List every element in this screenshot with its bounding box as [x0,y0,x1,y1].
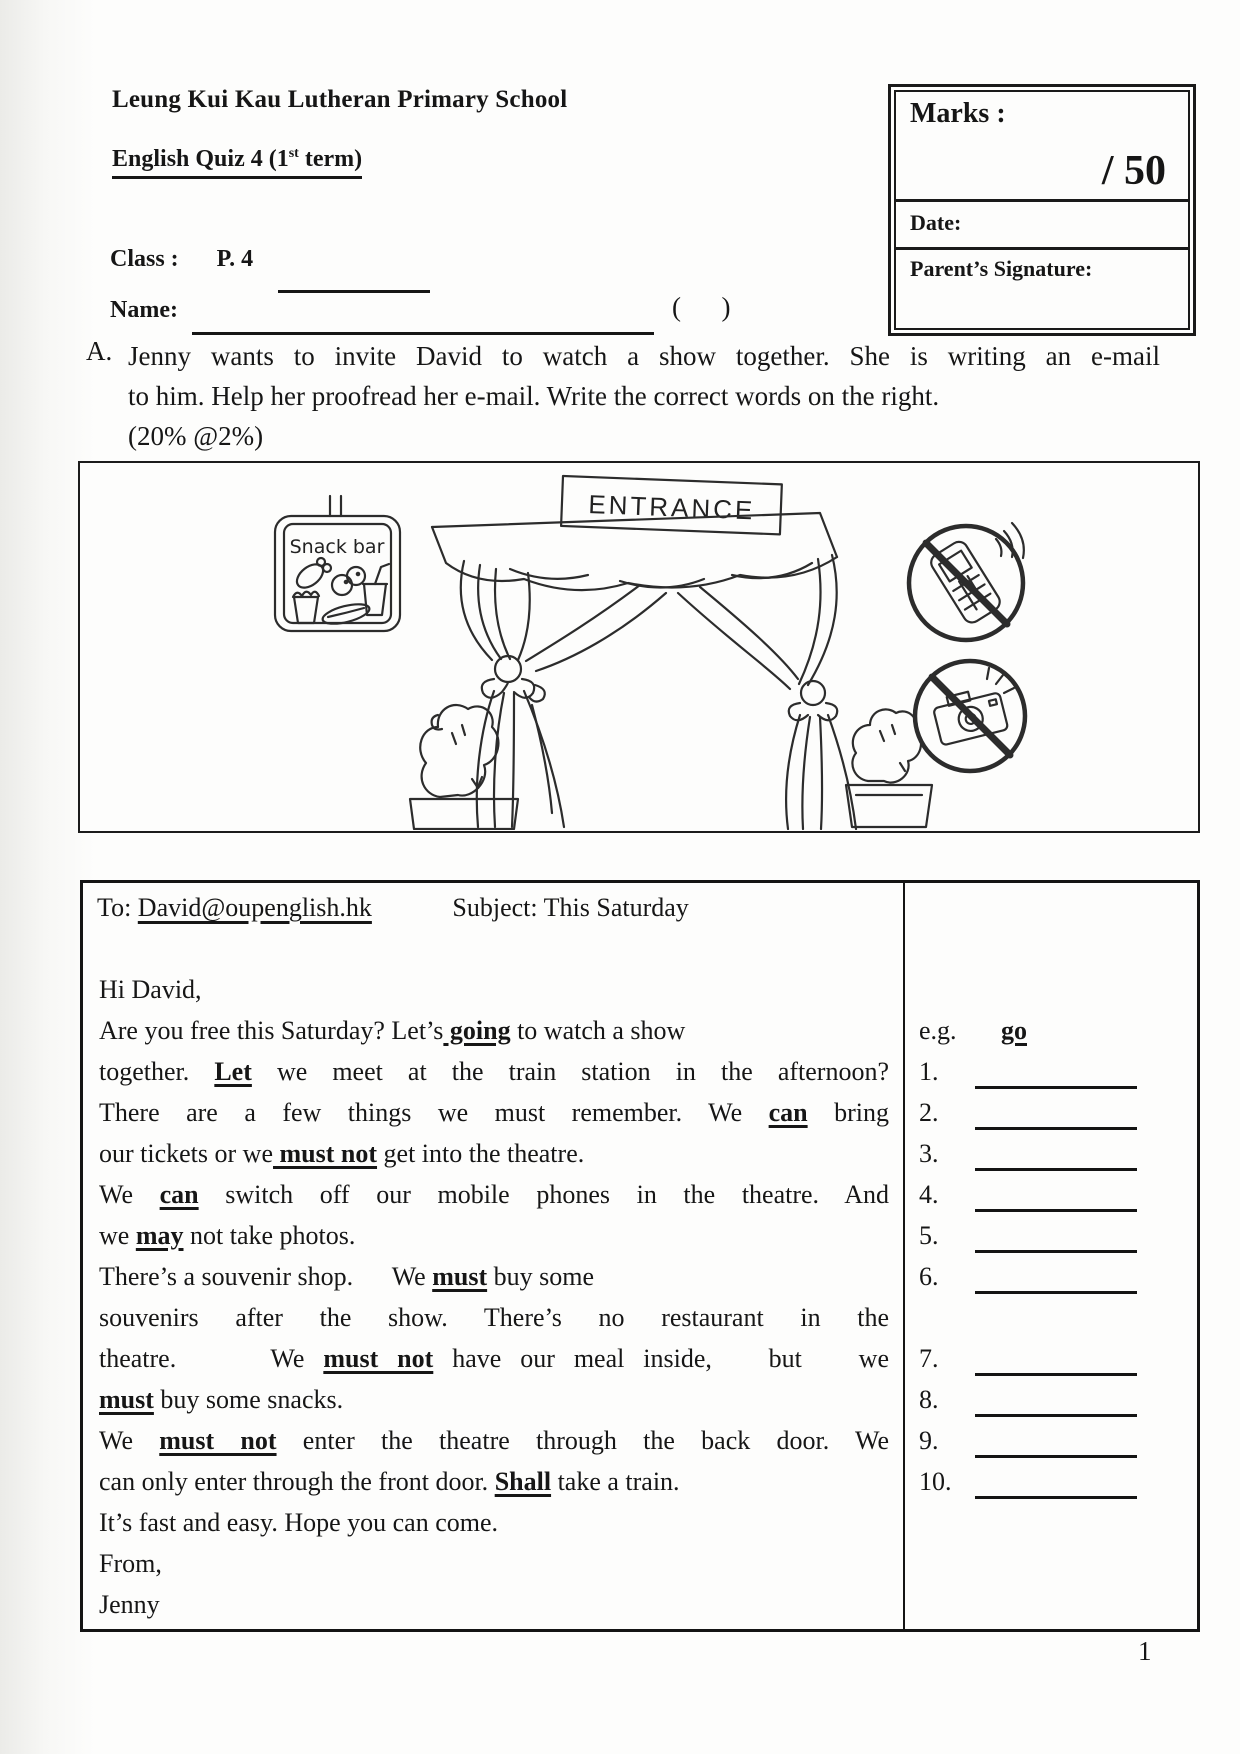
entrance-sign [561,476,782,534]
answer-blank [975,1261,1137,1294]
email-text: buy some [487,1262,594,1291]
email-text: Jenny [99,1590,160,1619]
email-line [99,1256,889,1297]
answer-number: 1. [919,1057,939,1086]
email-text: Are you free this Saturday? Let’s [99,1016,444,1045]
signature-row [896,250,1188,328]
section-a-label: A. [86,336,113,366]
name-blank-line [192,292,654,335]
email-line [99,1010,889,1051]
email-body-lines [99,969,889,1625]
email-text: enter the theatre through the back door. We [276,1426,890,1455]
email-line [99,1502,889,1543]
email-box [80,880,1200,1632]
email-line [99,1174,889,1215]
answer-number: 2. [919,1098,939,1127]
school-name: Leung Kui Kau Lutheran Primary School [112,86,568,113]
answer-blank [975,1384,1137,1417]
error-word: must not [273,1139,378,1168]
email-text: switch off our mobile phones in the theatre. And [198,1180,890,1209]
email-text: souvenirs after the show. There’s no restaurant in the [99,1303,889,1332]
email-line [99,1051,889,1092]
class-blank-line [278,250,430,293]
answer-row [919,1256,1187,1297]
answer-blank [975,1343,1137,1376]
email-text: take a train. [551,1467,680,1496]
parent-signature-label: Parent’s Signature: [910,256,1093,281]
email-line [99,1543,889,1584]
email-to-address: David@oupenglish.hk [137,893,372,922]
email-text: together. [99,1057,215,1086]
quiz-title [112,146,362,179]
date-row [896,202,1188,250]
entrance-label: ENTRANCE [587,489,756,526]
section-a-line1: Jenny wants to invite David to watch a show together. She is writing an e-mail [128,341,1160,371]
answer-row [919,1051,1187,1092]
email-text: buy some snacks. [153,1385,344,1414]
answer-blank [975,1466,1137,1499]
email-line [99,1420,889,1461]
snack-bar-sign [275,496,400,631]
email-text: There are a few things we must remember. We [99,1098,769,1127]
answer-row [919,969,1187,1010]
marks-total: / 50 [1101,148,1166,194]
error-word: may [135,1221,184,1250]
error-word: can [768,1098,808,1127]
email-line [99,1215,889,1256]
right-curtain [678,555,856,829]
email-text: to watch a show [510,1016,686,1045]
email-text: theatre. We [99,1344,324,1373]
email-line [99,1584,889,1625]
class-label: Class : [110,246,179,272]
email-line [99,1092,889,1133]
error-word: must [432,1262,488,1291]
left-bush [410,705,518,829]
email-text: get into the theatre. [377,1139,585,1168]
error-word: must not [159,1426,277,1455]
email-text: bring [807,1098,889,1127]
answer-blank [975,1179,1137,1212]
answer-number: 9. [919,1426,939,1455]
email-answer-rows [919,969,1187,1625]
quiz-title-ordinal: st [288,146,299,161]
no-cameras-icon [915,661,1025,771]
answer-row [919,1338,1187,1379]
section-a-line3: (20% @2%) [128,421,264,451]
answer-row [919,1174,1187,1215]
error-word: must not [323,1344,434,1373]
quiz-title-suffix: term) [298,146,363,172]
answer-number: 6. [919,1262,939,1291]
email-answer-divider [903,883,905,1629]
email-line [99,1338,889,1379]
error-word: must [99,1385,154,1414]
left-planter [410,799,518,829]
section-a-line2: to him. Help her proofread her e-mail. Write the correct words on the right. [128,381,940,411]
marks-box [888,84,1196,336]
email-text: From, [99,1549,162,1578]
answer-number: 4. [919,1180,939,1209]
answer-row [919,1461,1187,1502]
email-line [99,969,889,1010]
email-line [99,1133,889,1174]
answer-row [919,1543,1187,1584]
answer-row [919,1584,1187,1625]
error-word: can [159,1180,199,1209]
answer-number: 8. [919,1385,939,1414]
class-number-brackets: ( ) [672,292,731,322]
answer-row [919,1502,1187,1543]
email-text: Hi David, [99,975,202,1004]
page-number: 1 [1138,1636,1152,1666]
answer-row [919,1379,1187,1420]
answer-number: 7. [919,1344,939,1373]
answer-blank [975,1220,1137,1253]
example-answer: go [1001,1016,1027,1045]
class-row [110,246,253,273]
date-label: Date: [910,210,962,235]
answer-row [919,1092,1187,1133]
marks-row [896,92,1188,202]
answer-row [919,1133,1187,1174]
answer-blank [975,1425,1137,1458]
email-text: have our meal inside, but we [433,1344,890,1373]
email-header [97,893,689,923]
answer-blank [975,1138,1137,1171]
class-value: P. 4 [216,246,254,272]
error-word: going [443,1016,511,1045]
answer-number: 5. [919,1221,939,1250]
email-line [99,1379,889,1420]
right-planter [846,785,932,827]
answer-row [919,1297,1187,1338]
answer-blank [975,1097,1137,1130]
email-text: not take photos. [183,1221,356,1250]
theatre-illustration-box [78,461,1200,833]
answer-number: e.g. [919,1016,957,1045]
error-word: Shall [494,1467,552,1496]
email-line [99,1461,889,1502]
answer-row [919,1215,1187,1256]
right-bush [846,709,932,827]
email-to-label: To: [97,893,132,922]
answer-row [919,1010,1187,1051]
email-text: There’s a souvenir shop. We [99,1262,433,1291]
email-text: We [99,1180,160,1209]
email-subject: Subject: This Saturday [452,893,689,922]
email-text: We [99,1426,160,1455]
section-a-instructions [128,336,1160,456]
email-text: can only enter through the front door. [99,1467,495,1496]
marks-box-inner [894,90,1190,330]
quiz-title-prefix: English Quiz 4 (1 [112,146,289,172]
name-row [110,297,178,324]
name-label: Name: [110,297,178,323]
answer-row [919,1420,1187,1461]
marks-label: Marks : [910,98,1006,129]
canopy [432,513,837,590]
error-word: Let [214,1057,252,1086]
email-text: we meet at the train station in the afternoon? [251,1057,889,1086]
email-text: we [99,1221,136,1250]
answer-blank [975,1056,1137,1089]
snack-bar-label: Snack bar [289,536,385,558]
theatre-illustration [80,463,1197,830]
email-line [99,1297,889,1338]
answer-number: 3. [919,1139,939,1168]
answer-number: 10. [919,1467,952,1496]
left-curtain [461,561,666,827]
email-text: It’s fast and easy. Hope you can come. [99,1508,499,1537]
no-mobile-phones-icon [909,523,1024,640]
email-text: our tickets or we [99,1139,274,1168]
